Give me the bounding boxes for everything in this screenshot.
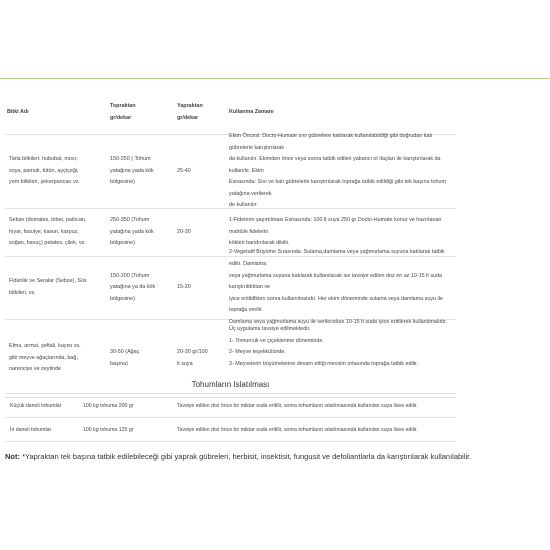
header-leaf: Yapraktan gr/dekar xyxy=(177,103,203,121)
table-row xyxy=(5,249,456,325)
table-row xyxy=(5,418,456,442)
soil-dose-cell: 150-250 ( Tohum yatağına yada kök bölgesine) xyxy=(110,156,154,186)
plant-cell: Tarla bitkileri: hububat, mısır, soya, pamuk, tütün, ayçiçeği, yem bitkileri, şekerpancarı vs. xyxy=(9,156,80,186)
table-row xyxy=(5,132,456,209)
seed-note-cell: Tavsiye edilen doz önce bir miktar suda eritilir, sonra tohumların ıslatılmasında kullanılan suya ilave edilir. xyxy=(177,402,418,409)
plant-cell: Elma, armut, şeftali, kayısı vs. gibi meyve ağaçlarında, bağ, narenciye ve zeytinde xyxy=(9,343,81,373)
note-text: *Yapraktan tek başına tatbik edilebileceği gibi yaprak gübreleri, herbisit, insektisit, fungusit ve defoliantlarla da karıştırılarak kullanılabilir. xyxy=(20,452,472,461)
soil-dose-cell: 250-350 (Tohum yatağına yada kök bölgesine) xyxy=(110,217,154,247)
footnote xyxy=(5,452,545,461)
leaf-dose-cell: 20-30 xyxy=(177,228,191,235)
note-label: Not: xyxy=(5,452,20,461)
seed-type-cell: İri daneli tohumlar xyxy=(10,426,52,433)
usage-cell: 2-Vegetatif Büyüme Sırasında: Sulama,damlama veya yağmurlama suyuna katılarak tatbik edilir. Damlama veya yağmurlama suyuna katılarak kullanılacak ise tavsiye edilen doz en az 10-15 lt suda karıştırıldıktan ve iyice eritildikten sonra kullanılmalıdır. Her ekim döneminde sulama veya damlama suyu ile toprağa verilir. Damlama veya yağmurlama suyu ile verilecekse 10-15 lt suda iyice eritilerek kullanılmalıdır. xyxy=(229,249,448,325)
seed-soaking-title: Tohumların Islatılması xyxy=(191,380,270,389)
table-row xyxy=(5,394,456,418)
header-usage: Kullanma Zamanı xyxy=(229,109,274,115)
application-table xyxy=(5,90,456,398)
soil-dose-cell: 150-200 (Tohum yatağına ya da kök bölgesine) xyxy=(110,272,156,302)
leaf-dose-cell: 25-40 xyxy=(177,167,191,174)
leaf-dose-cell: 15-20 xyxy=(177,284,191,291)
seed-note-cell: Tavsiye edilen doz önce bir miktar suda eritilir, sonra tohumların ıslatılmasında kullanılan suya ilave edilir. xyxy=(177,426,418,433)
seed-dose-cell: 100 kg tohuma 200 gr xyxy=(83,402,134,409)
leaf-dose-cell: 20-30 gr/100 lt suya xyxy=(177,348,208,367)
header-soil: Topraktan gr/dekar xyxy=(110,103,136,121)
plant-cell: Sebze (domates, biber, patlıcan, hıyar, fasulye, kavun, karpuz, soğan, havuç) patates, çilek, vs. xyxy=(9,217,87,247)
plant-cell: Fidanlık ve Seralar (Sebze), Süs bitkileri, vs. xyxy=(9,278,87,296)
divider-line xyxy=(0,78,550,79)
header-plant: Bitki Adı xyxy=(7,109,29,115)
soil-dose-cell: 30-50 (Ağaç başına) xyxy=(110,348,140,367)
usage-cell: 1-Fidelerin şaşırtılması Esnasında: 100 lt suya 250 gr Docto-Humate konur ve hazırlanan mahlüle fidelerin kökleri bandırılarak dikilir. xyxy=(229,217,442,247)
seed-dose-cell: 100 kg tohuma 125 gr xyxy=(83,426,134,433)
usage-cell: Üç uygulama tavsiye edilmektedir. 1- Tomurcuk ve çiçeklenme döneminde. 2- Meyve teşekkülünde. 3- Meyvelerin büyümelerine devam ettiği mevsim ortasında toprağa tatbik edilir. xyxy=(229,326,419,367)
usage-cell: Ekim Öncesi: Docto-Humate sıvı gübrelere katılarak kullanılabildiği gibi doğrudan katı gübrelerle karıştırılarak da kullanılır. Ekimden önce veya sonra tatbik edilen yabancı ot ilaçları ile karıştırılarak da kullanılır. Ekim Esnasında: Sıvı ve katı gübrelerle karıştırılarak toprağa tatbik edildiği gibi tek başına tohum yatağına verilerek de kullanılır. xyxy=(229,132,446,209)
seed-soaking-table xyxy=(5,393,456,442)
seed-type-cell: Küçük daneli tohumlar xyxy=(10,402,62,409)
